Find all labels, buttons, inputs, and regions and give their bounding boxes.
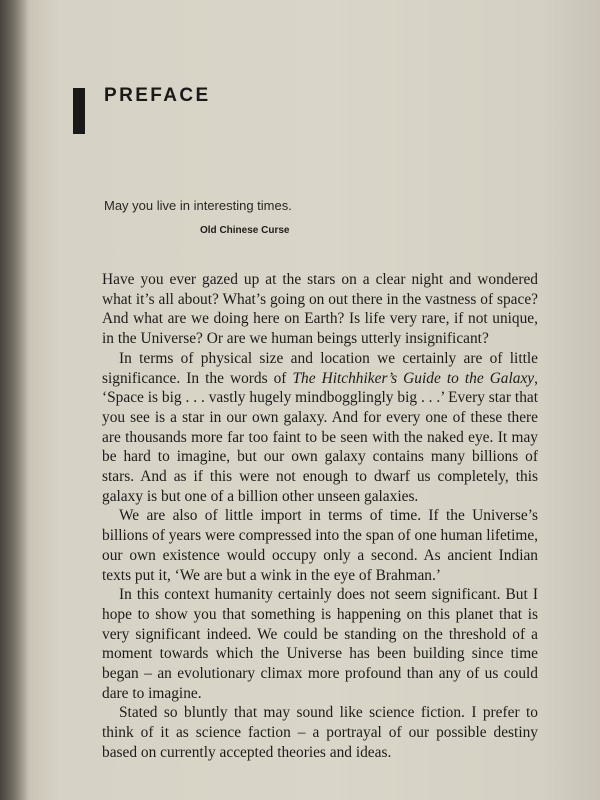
heading-marker-bar [73,88,85,134]
paragraph-2 [102,349,538,507]
paragraph-5: Stated so bluntly that may sound like science fiction. I prefer to think of it as science faction – a portrayal of our possible destiny based on currently accepted theories and ideas. [102,704,538,761]
epigraph-quote: May you live in interesting times. [104,198,292,213]
epigraph-source: Old Chinese Curse [200,225,290,236]
body-text [102,270,538,763]
paragraph-2-text-start: In terms of physical size and location we certainly are of little significance. In the words of [102,349,538,387]
paragraph-4: In this context humanity certainly does not seem significant. But I hope to show you that something is happening on this planet that is very significant indeed. We could be standing on the threshold of a moment towards which the Universe has been building since time began – an evolutionary climax more profound than any of us could dare to imagine. [102,586,538,702]
epigraph [104,198,524,236]
chapter-title: PREFACE [104,85,211,106]
book-gutter-shadow [0,0,28,800]
book-title: The Hitchhiker’s Guide to the Galaxy [292,369,535,387]
paragraph-2-text-end: , ‘Space is big . . . vastly hugely mindbogglingly big . . .’ Every star that you see is a star in our own galaxy. And for every one of these there are thousands more far too faint to be seen with the naked eye. It may be hard to imagine, but our own galaxy contains many billions of stars. And as if this were not enough to dwarf us completely, this galaxy is but one of a billion other unseen galaxies. [102,369,538,505]
paragraph-3: We are also of little import in terms of time. If the Universe’s billions of years were compressed into the span of one human lifetime, our own existence would occupy only a second. As ancient Indian texts put it, ‘We are but a wink in the eye of Brahman.’ [102,507,538,584]
paragraph-1: Have you ever gazed up at the stars on a clear night and wondered what it’s all about? What’s going on out there in the vastness of space? And what are we doing here on Earth? Is life very rare, if not unique, in the Universe? Or are we human beings utterly insignificant? [102,271,538,348]
